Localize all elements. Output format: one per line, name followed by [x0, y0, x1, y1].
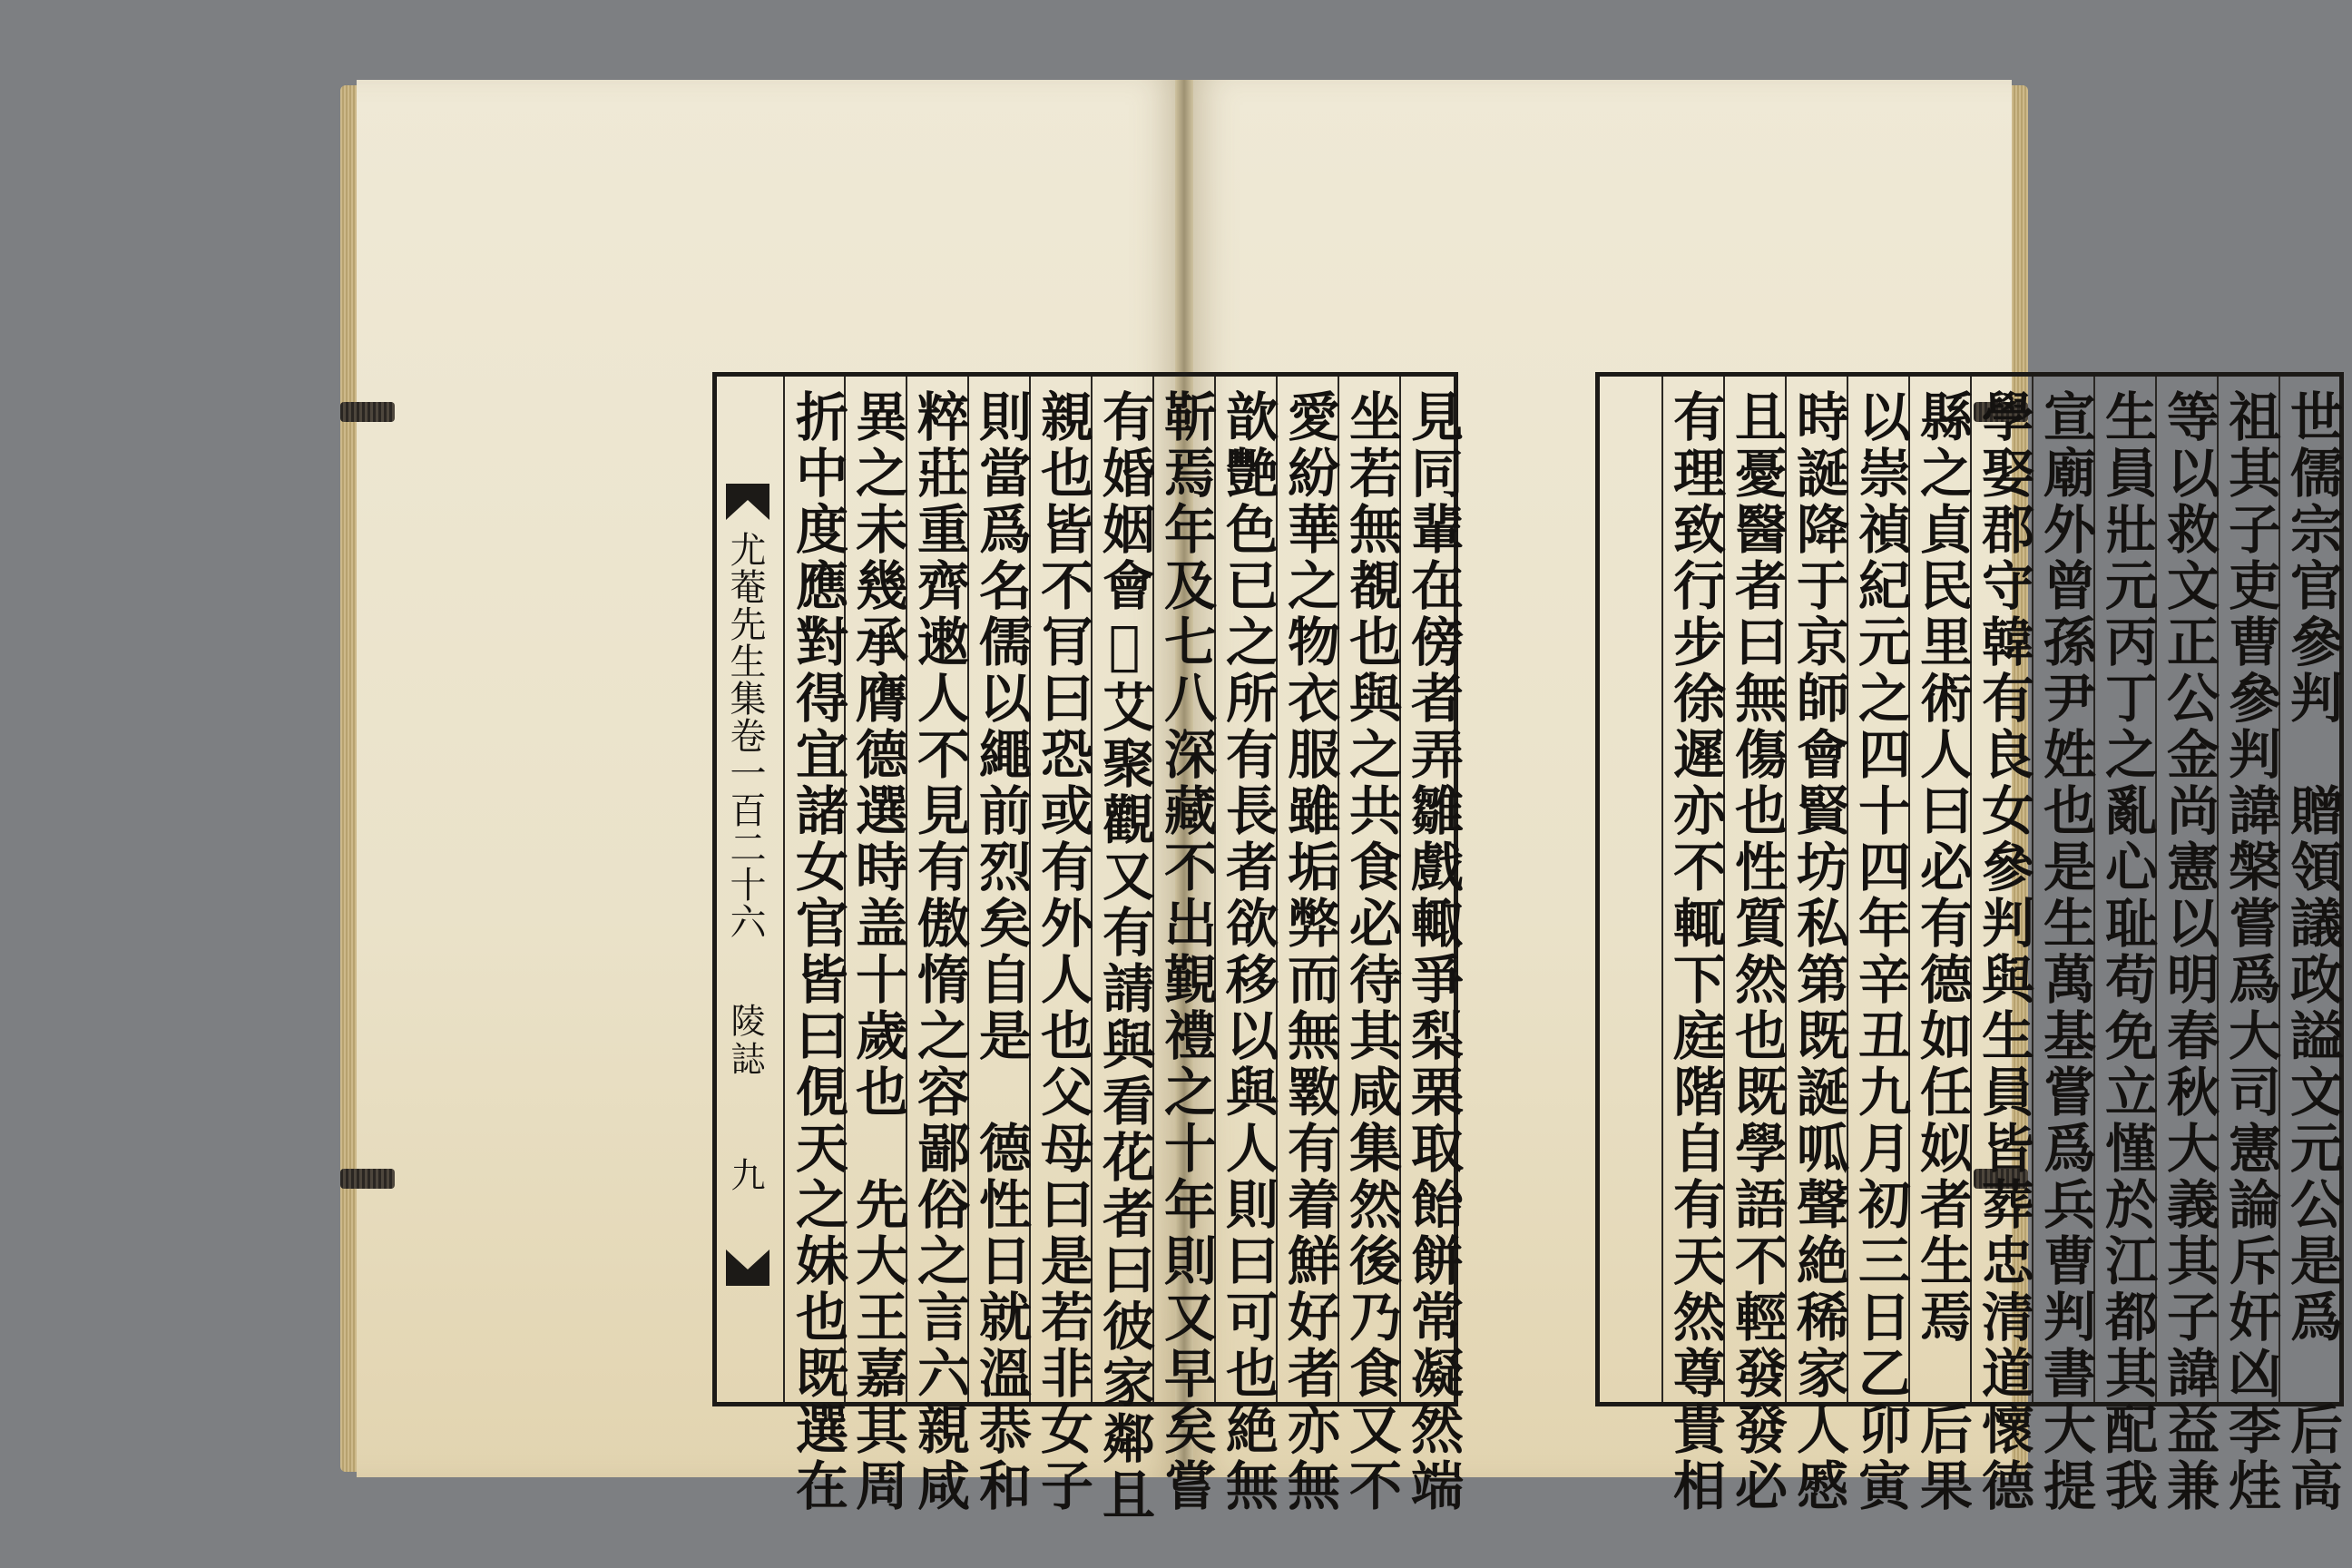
- volume-title: 尤菴先生集卷一百二十六: [724, 531, 766, 940]
- text-column: 學娶郡守韓有良女參判與生員皆葬忠清道懷德: [1973, 389, 2034, 1514]
- text-column: 異之未幾承膺德選時盖十歲也 先大王嘉其周: [847, 389, 908, 1514]
- page-number: 九: [725, 1157, 765, 1195]
- text-column: 則當爲名儒以繩前烈矣自是 德性日就溫恭和: [970, 389, 1032, 1514]
- text-column: 生員壯元丙丁之亂心耻苟免立慬於江都其配我: [2096, 389, 2158, 1514]
- text-column: 坐若無覩也與之共食必待其咸集然後乃食又不: [1340, 389, 1402, 1514]
- binding-thread: [340, 402, 395, 422]
- text-column: 愛紛華之物衣服雖垢弊而無斁有着鮮好者亦無: [1279, 389, 1340, 1514]
- text-column: 歆艷色已之所有長者欲移以與人則曰可也絶無: [1217, 389, 1279, 1514]
- text-column: 且憂醫者曰無傷也性質然也既學語不輕發發必: [1726, 389, 1788, 1514]
- text-column: 親也皆不肎曰恐或有外人也父母曰是若非女子: [1032, 389, 1093, 1514]
- text-column: 靳焉年及七八深藏不出覲禮之十年則又早矣嘗: [1155, 389, 1217, 1514]
- text-column: 宣廟外曾孫尹姓也是生萬基嘗爲兵曹判書大提: [2034, 389, 2096, 1514]
- text-column: 縣之貞民里術人曰必有德如任姒者生焉 后果: [1911, 389, 1973, 1514]
- left-text-frame: [712, 372, 1464, 1524]
- open-book: [340, 80, 2343, 1524]
- text-column: 等以救文正公金尚憲以明春秋大義其子諱益兼: [2158, 389, 2220, 1514]
- fishtail-mark-icon: [726, 1250, 769, 1286]
- right-text-frame: [1595, 372, 2344, 1514]
- text-column: 世儒宗官參判 贈領議政謚文元公是爲 后高: [2281, 389, 2343, 1514]
- text-column: 時誕降于京師會賢坊私第既誕呱聲絶稀家人慼: [1788, 389, 1849, 1514]
- text-column: 有理致行步徐遲亦不輒下庭階自有天然尊貴相: [1664, 389, 1726, 1514]
- text-column: 祖其子吏曹參判諱槃嘗爲大司憲論斥奸凶李烓: [2220, 389, 2281, 1514]
- section-label: 陵誌: [725, 1003, 765, 1079]
- text-column: 有婚姻會𡊮艾聚觀又有請與看花者曰彼家鄰且: [1093, 389, 1155, 1524]
- text-column: 粹莊重齊遫人不見有傲惰之容鄙俗之言六親咸: [908, 389, 970, 1514]
- text-column: 見同輩在傍者弄雛戲輙爭梨栗取飴餅常凝然端: [1402, 389, 1464, 1514]
- fishtail-mark-icon: [726, 484, 769, 520]
- column-rule: [783, 377, 785, 1402]
- text-column: 以崇禎紀元之四十四年辛丑九月初三日乙卯寅: [1849, 389, 1911, 1514]
- text-column: 折中度應對得宜諸女官皆曰俔天之妹也既選在: [787, 389, 848, 1514]
- binding-thread: [340, 1169, 395, 1189]
